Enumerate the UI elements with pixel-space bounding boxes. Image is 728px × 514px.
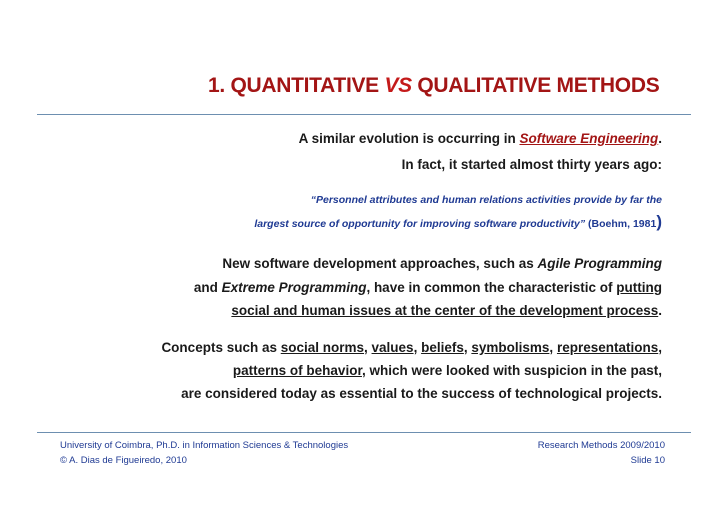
- term-social-norms: social norms: [280, 340, 365, 355]
- term-values: values: [371, 340, 414, 355]
- footer-institution: University of Coimbra, Ph.D. in Information Sciences & Technologies: [60, 440, 349, 451]
- putting-underlined: putting: [616, 280, 662, 295]
- para2-line3: [231, 303, 662, 318]
- top-divider: [37, 114, 691, 115]
- para1-line1-end: .: [658, 131, 662, 146]
- quote-line2: [254, 212, 662, 232]
- para2-line1: [222, 256, 662, 271]
- para3-line2-text: , which were looked with suspicion in the past,: [361, 363, 662, 378]
- term-patterns-of-behavior: patterns of behavior: [232, 363, 362, 378]
- extreme-programming-term: Extreme Programming: [221, 280, 367, 295]
- quote-close-paren: ): [656, 212, 662, 231]
- slide-title: [208, 74, 659, 98]
- quote-reference: (Boehm, 1981: [585, 218, 657, 230]
- term-representations: representations: [556, 340, 659, 355]
- para1-line2: In fact, it started almost thirty years ago:: [401, 157, 662, 172]
- term-symbolisms: symbolisms: [471, 340, 550, 355]
- para3-line1-text: Concepts such as: [161, 340, 281, 355]
- para3-line2: [233, 363, 662, 378]
- para2-line3-end: .: [658, 303, 662, 318]
- footer-copyright: © A. Dias de Figueiredo, 2010: [60, 455, 187, 466]
- para3-line3: are considered today as essential to the success of technological projects.: [181, 386, 662, 401]
- sep1: ,: [364, 340, 372, 355]
- footer-slide-number: Slide 10: [630, 455, 665, 466]
- para1-line1: [299, 131, 662, 146]
- term-beliefs: beliefs: [421, 340, 464, 355]
- title-vs: VS: [384, 74, 412, 97]
- para3-line1: [161, 340, 662, 355]
- footer-course: Research Methods 2009/2010: [537, 440, 665, 451]
- quote-line1: “Personnel attributes and human relations activities provide by far the: [310, 194, 662, 206]
- sep5: ,: [658, 340, 662, 355]
- para2-line2-mid: , have in common the characteristic of: [366, 280, 617, 295]
- sep3: ,: [463, 340, 472, 355]
- para2-line2: [194, 280, 662, 295]
- quote-line2-text: largest source of opportunity for improving software productivity”: [254, 218, 586, 230]
- para2-line1-text: New software development approaches, such as: [222, 256, 538, 271]
- para1-line1-text: A similar evolution is occurring in: [298, 131, 520, 146]
- sep2: ,: [413, 340, 422, 355]
- agile-programming-term: Agile Programming: [537, 256, 662, 271]
- social-human-issues-underlined: social and human issues at the center of the development process: [231, 303, 659, 318]
- title-part1: 1. QUANTITATIVE: [208, 74, 385, 97]
- sep4: ,: [549, 340, 557, 355]
- para2-line2-text: and: [193, 280, 222, 295]
- title-part2: QUALITATIVE METHODS: [411, 74, 660, 97]
- bottom-divider: [37, 432, 691, 433]
- software-engineering-link: Software Engineering: [519, 131, 659, 146]
